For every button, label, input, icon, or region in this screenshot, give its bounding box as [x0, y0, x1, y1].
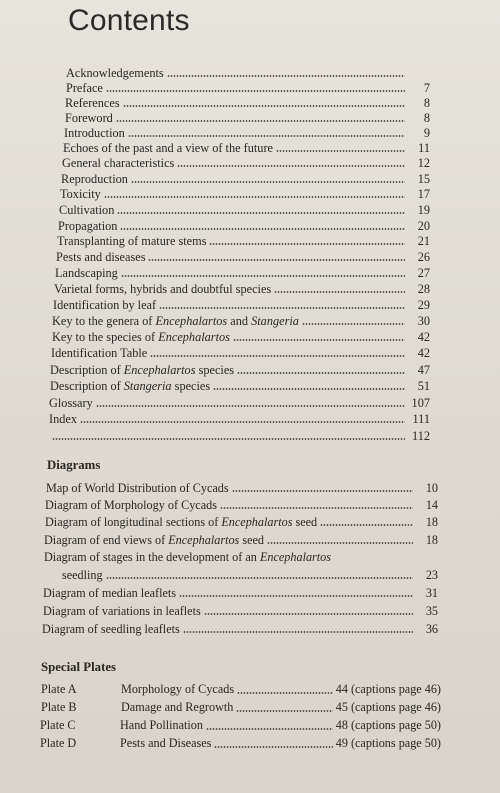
- toc-entry: 112: [49, 429, 430, 443]
- toc-entry: General characteristics 12: [62, 156, 430, 170]
- plate-entry: Plate A Morphology of Cycads 44 (captions page 46): [41, 682, 441, 696]
- diagram-entry: Diagram of longitudinal sections of Encephalartos seed 18: [45, 515, 438, 529]
- toc-entry: Description of Encephalartos species 47: [50, 363, 430, 377]
- toc-entry: Acknowledgements: [66, 66, 430, 80]
- plate-entry: Plate B Damage and Regrowth 45 (captions page 46): [41, 700, 441, 714]
- toc-entry: Key to the species of Encephalartos 42: [52, 330, 430, 344]
- toc-entry: References 8: [65, 96, 430, 110]
- special-plates-heading: Special Plates: [41, 660, 116, 674]
- toc-entry: Reproduction 15: [61, 172, 430, 186]
- plate-entry: Plate C Hand Pollination 48 (captions page 50): [40, 718, 441, 732]
- plate-entry: Plate D Pests and Diseases 49 (captions page 50): [40, 736, 441, 750]
- diagram-entry-first-line: Diagram of stages in the development of an Encephalartos: [44, 550, 332, 564]
- diagrams-heading: Diagrams: [47, 458, 101, 472]
- toc-entry: Key to the genera of Encephalartos and Stangeria 30: [52, 314, 430, 328]
- toc-entry: Preface 7: [66, 81, 430, 95]
- toc-entry: Identification Table 42: [51, 346, 430, 360]
- diagram-entry: Diagram of end views of Encephalartos seed 18: [44, 533, 438, 547]
- toc-entry: Echoes of the past and a view of the future 11: [63, 141, 430, 155]
- toc-entry: Transplanting of mature stems 21: [57, 234, 430, 248]
- toc-entry: Foreword 8: [65, 111, 430, 125]
- diagram-entry: Diagram of variations in leaflets 35: [43, 604, 438, 618]
- toc-entry: Description of Stangeria species 51: [50, 379, 430, 393]
- toc-entry: Glossary 107: [49, 396, 430, 410]
- toc-entry: Landscaping 27: [55, 266, 430, 280]
- toc-entry: Index 111: [49, 412, 430, 426]
- diagram-entry: Map of World Distribution of Cycads 10: [46, 481, 438, 495]
- diagram-entry: Diagram of Morphology of Cycads 14: [45, 498, 438, 512]
- toc-entry: Propagation 20: [58, 219, 430, 233]
- diagram-entry: Diagram of median leaflets 31: [43, 586, 438, 600]
- diagram-entry-continuation: seedling 23: [62, 568, 438, 582]
- toc-entry: Pests and diseases 26: [56, 250, 430, 264]
- toc-entry: Cultivation 19: [59, 203, 430, 217]
- toc-entry: Toxicity 17: [60, 187, 430, 201]
- contents-heading: Contents: [68, 4, 190, 37]
- diagram-entry: Diagram of seedling leaflets 36: [42, 622, 438, 636]
- toc-entry: Introduction 9: [64, 126, 430, 140]
- toc-entry: Varietal forms, hybrids and doubtful species 28: [54, 282, 430, 296]
- toc-entry: Identification by leaf 29: [53, 298, 430, 312]
